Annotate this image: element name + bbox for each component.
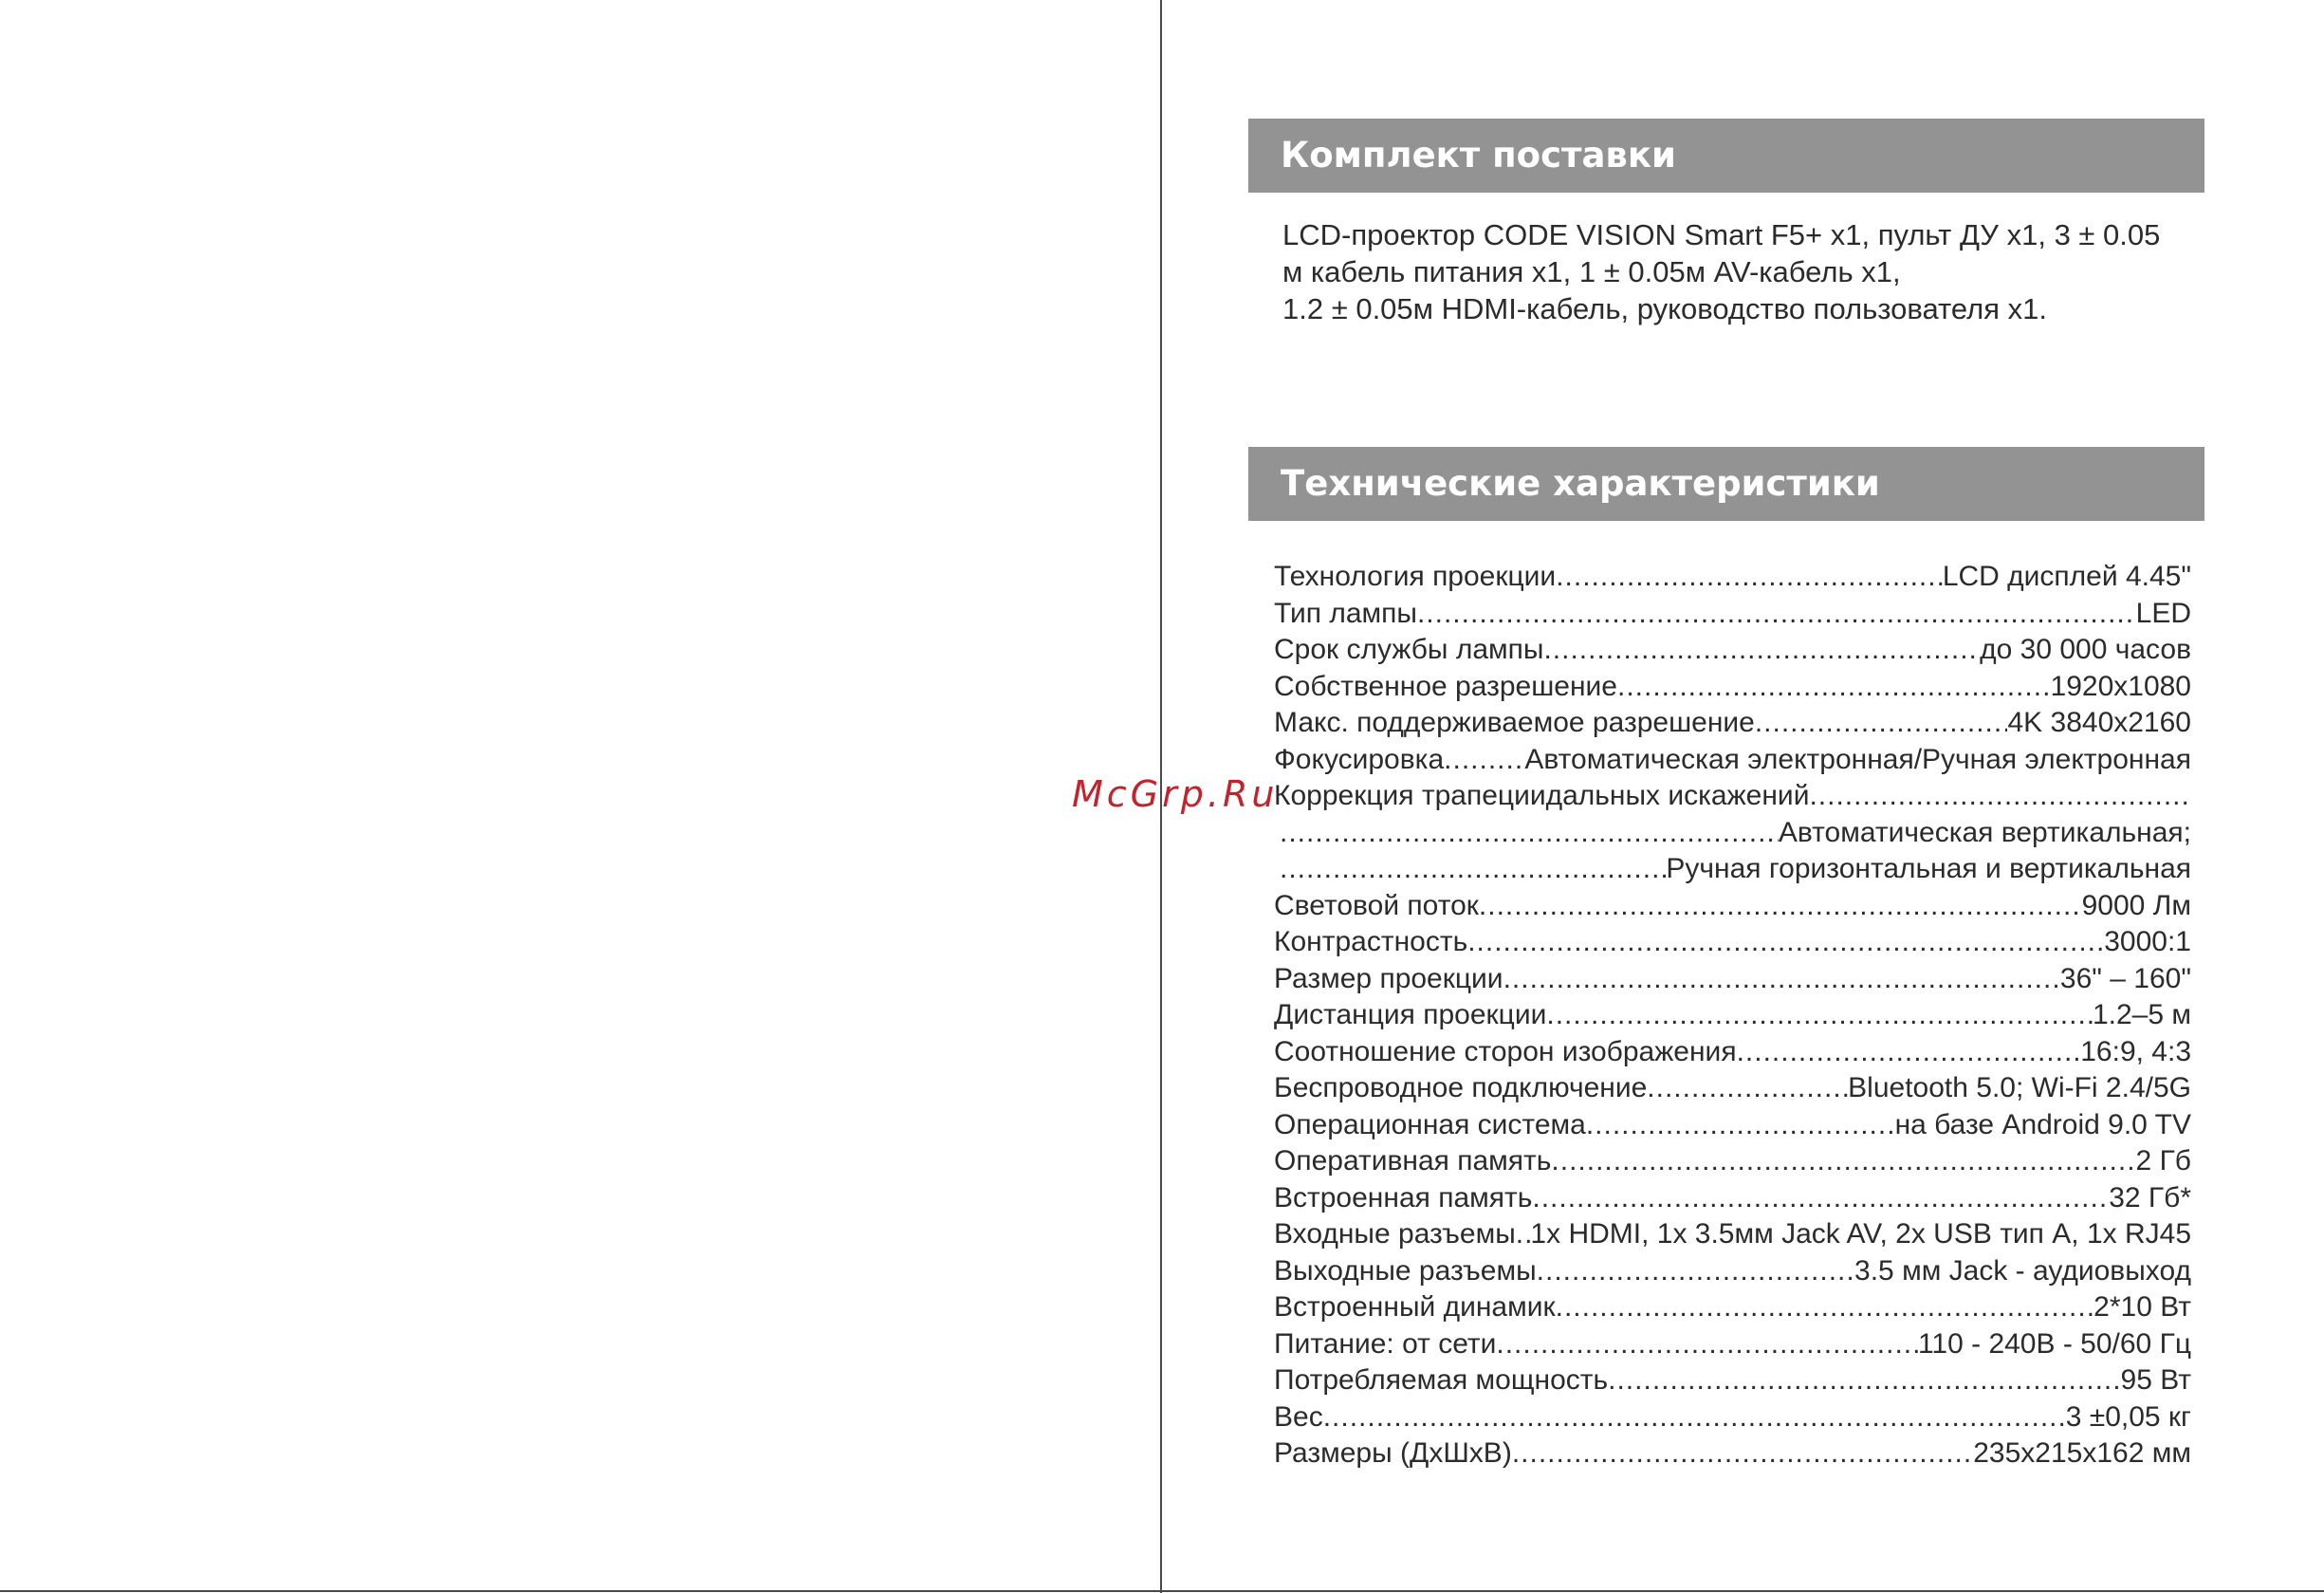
- spec-row: [1274, 705, 2191, 742]
- spec-label: Собственное разрешение: [1274, 670, 1617, 702]
- spec-value: 1.2–5 м: [2092, 999, 2191, 1030]
- watermark: McGrp.Ru: [1072, 773, 1279, 815]
- kit-line: м кабель питания х1, 1 ± 0.05м AV-кабель х1,: [1282, 255, 1901, 288]
- dot-leader: [1556, 559, 1943, 596]
- spec-value: на базе Android 9.0 TV: [1894, 1108, 2191, 1140]
- dot-leader: [1532, 1180, 2109, 1217]
- spec-value: 36" – 160": [2059, 962, 2191, 994]
- spec-value: Автоматическая электронная/Ручная электронная: [1524, 743, 2191, 775]
- spec-value: 1920x1080: [2050, 670, 2191, 702]
- dot-leader: [1809, 778, 2191, 815]
- spec-value: 95 Вт: [2120, 1364, 2191, 1396]
- spec-value: LED: [2135, 597, 2191, 629]
- spec-row: [1274, 815, 2191, 852]
- dot-leader: [1417, 596, 2136, 633]
- dot-leader: [1755, 705, 2008, 742]
- spec-row: [1274, 632, 2191, 669]
- spec-label: Оперативная память: [1274, 1145, 1552, 1176]
- kit-contents: [1282, 216, 2212, 327]
- spec-label: Срок службы лампы: [1274, 634, 1544, 665]
- spec-row: [1274, 961, 2191, 998]
- spec-value: 2 Гб: [2135, 1145, 2191, 1176]
- spec-row: [1274, 1034, 2191, 1071]
- dot-leader: [1551, 1143, 2135, 1180]
- spec-value: 1х HDMI, 1х 3.5мм Jack AV, 2х USB тип А, 1х RJ45: [1530, 1218, 2191, 1250]
- dot-leader: [1280, 815, 1779, 852]
- spec-value: 4K 3840x2160: [2007, 707, 2191, 738]
- spec-label: Размеры (ДхШхВ): [1274, 1437, 1512, 1469]
- spec-label: Световой поток: [1274, 889, 1479, 921]
- dot-leader: [1647, 1070, 1848, 1107]
- spec-row: [1274, 1070, 2191, 1107]
- spec-value: 110 - 240В - 50/60 Гц: [1917, 1327, 2191, 1360]
- spec-row: [1274, 1216, 2191, 1253]
- dot-leader: [1556, 1289, 2094, 1326]
- spec-row: [1274, 924, 2191, 961]
- dot-leader: [1503, 961, 2060, 998]
- spec-label: Встроенная память: [1274, 1181, 1533, 1213]
- dot-leader: [1608, 1362, 2120, 1399]
- kit-section-header: Комплект поставки: [1248, 119, 2204, 193]
- spec-row: [1274, 1143, 2191, 1180]
- spec-label: Выходные разъемы: [1274, 1254, 1537, 1287]
- spec-value: 9000 Лм: [2081, 889, 2191, 921]
- dot-leader: [1617, 669, 2051, 706]
- dot-leader: [1546, 997, 2093, 1034]
- spec-row: [1274, 997, 2191, 1034]
- spec-label: Фокусировка: [1274, 743, 1445, 775]
- spec-label: Тип лампы: [1274, 597, 1417, 629]
- spec-value: 16:9, 4:3: [2080, 1035, 2191, 1067]
- spec-value: Автоматическая вертикальная;: [1778, 816, 2191, 848]
- spec-label: Контрастность: [1274, 926, 1468, 957]
- spec-label: Макс. поддерживаемое разрешение: [1274, 707, 1755, 738]
- dot-leader: [1512, 1436, 1973, 1473]
- dot-leader: [1543, 632, 1980, 669]
- spec-row: [1274, 742, 2191, 779]
- spec-label: Технология проекции: [1274, 561, 1557, 592]
- spec-label: Вес: [1274, 1400, 1323, 1433]
- spec-value: 3000:1: [2104, 926, 2191, 957]
- spec-value: LCD дисплей 4.45": [1942, 561, 2191, 592]
- spec-row: [1274, 1107, 2191, 1144]
- spec-value: 2*10 Вт: [2093, 1291, 2191, 1323]
- specs-list: [1274, 559, 2191, 1473]
- spec-row: [1274, 559, 2191, 596]
- spec-row: [1274, 888, 2191, 925]
- spec-label: Беспроводное подключение: [1274, 1072, 1648, 1103]
- dot-leader: [1444, 742, 1524, 779]
- spec-label: Входные разъемы: [1274, 1218, 1516, 1250]
- dot-leader: [1323, 1399, 2066, 1436]
- spec-label: Питание: от сети: [1274, 1327, 1497, 1360]
- dot-leader: [1496, 1326, 1918, 1363]
- dot-leader: [1586, 1107, 1895, 1144]
- spec-label: Соотношение сторон изображения: [1274, 1035, 1737, 1067]
- kit-line: LCD-проектор CODE VISION Smart F5+ х1, пульт ДУ х1, 3 ± 0.05: [1282, 218, 2161, 251]
- spec-row: [1274, 1253, 2191, 1290]
- spec-row: [1274, 778, 2191, 815]
- dot-leader: [1467, 924, 2104, 961]
- spec-label: Дистанция проекции: [1274, 999, 1547, 1030]
- spec-row: [1274, 1180, 2191, 1217]
- spec-label: Операционная система: [1274, 1108, 1586, 1140]
- spec-value: 3 ±0,05 кг: [2065, 1400, 2191, 1433]
- spec-value: Bluetooth 5.0; Wi-Fi 2.4/5G: [1848, 1072, 2191, 1103]
- spec-row: [1274, 1326, 2191, 1363]
- spec-row: [1274, 1436, 2191, 1473]
- spec-row: [1274, 851, 2191, 888]
- spec-value: 32 Гб*: [2109, 1181, 2191, 1213]
- spec-label: Коррекция трапециидальных искажений: [1274, 780, 1810, 811]
- dot-leader: [1280, 851, 1666, 888]
- dot-leader: [1537, 1253, 1854, 1290]
- kit-line: 1.2 ± 0.05м HDMI-кабель, руководство пользователя х1.: [1282, 292, 2047, 325]
- spec-row: [1274, 1399, 2191, 1436]
- spec-value: до 30 000 часов: [1980, 634, 2191, 665]
- spec-label: Размер проекции: [1274, 962, 1503, 994]
- spec-value: 3.5 мм Jack - аудиовыход: [1854, 1254, 2191, 1287]
- dot-leader: [1737, 1034, 2081, 1071]
- spec-row: [1274, 669, 2191, 706]
- spec-label: Потребляемая мощность: [1274, 1364, 1609, 1396]
- spec-row: [1274, 596, 2191, 633]
- spec-row: [1274, 1289, 2191, 1326]
- spec-value: Ручная горизонтальная и вертикальная: [1666, 853, 2191, 884]
- spec-row: [1274, 1362, 2191, 1399]
- page-bottom-edge: [0, 1590, 2324, 1592]
- dot-leader: [1479, 888, 2082, 925]
- dot-leader: [1516, 1216, 1531, 1253]
- spec-value: 235x215x162 мм: [1973, 1437, 2191, 1469]
- specs-section-header: Технические характеристики: [1248, 447, 2204, 521]
- spec-label: Встроенный динамик: [1274, 1291, 1556, 1323]
